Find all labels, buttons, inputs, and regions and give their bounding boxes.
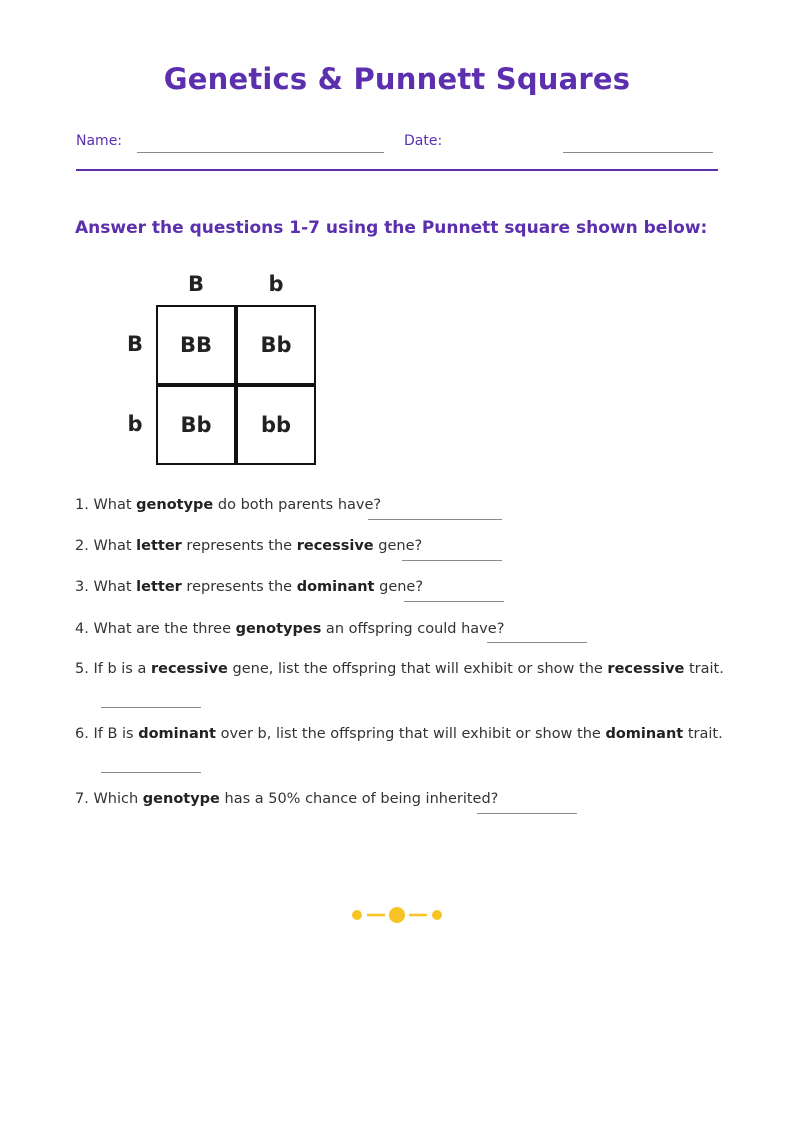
punnett-cell-bb-upper: BB — [156, 305, 236, 385]
question-number: 7. — [75, 791, 94, 807]
dot-line-ornament-icon — [350, 904, 444, 926]
question-keyword: letter — [136, 538, 182, 554]
answer-line-1[interactable] — [368, 519, 502, 520]
ornament-small-dot-left — [352, 910, 362, 920]
question-keyword: letter — [136, 579, 182, 595]
question-1 — [75, 497, 381, 513]
question-text: represents the — [181, 538, 297, 554]
question-number: 6. — [75, 726, 94, 742]
question-text: If B is — [93, 726, 139, 742]
punnett-cell-bb-mixed-2: Bb — [156, 385, 236, 465]
question-number: 5. — [75, 661, 94, 677]
question-4 — [75, 621, 504, 637]
page-title: Genetics & Punnett Squares — [163, 62, 631, 96]
question-text: If b is a — [93, 661, 151, 677]
question-text: gene? — [373, 538, 423, 554]
instructions: Answer the questions 1-7 using the Punnett square shown below: — [75, 218, 708, 238]
question-keyword: dominant — [296, 579, 375, 595]
question-text: trait. — [683, 726, 723, 742]
question-text: gene, list the offspring that will exhibit or show the — [227, 661, 608, 677]
punnett-cell-bb-mixed-1: Bb — [236, 305, 316, 385]
date-field[interactable] — [563, 152, 713, 153]
question-text: trait. — [684, 661, 724, 677]
ornament-small-dot-right — [432, 910, 442, 920]
question-text: What — [93, 538, 137, 554]
question-text: do both parents have? — [213, 497, 382, 513]
row-allele-1: B — [126, 332, 143, 356]
question-keyword: dominant — [138, 726, 216, 742]
punnett-cell-bb-lower: bb — [236, 385, 316, 465]
question-text: an offspring could have? — [321, 621, 505, 637]
question-text: over b, list the offspring that will exhibit or show the — [216, 726, 606, 742]
question-text: gene? — [374, 579, 424, 595]
name-field[interactable] — [137, 152, 384, 153]
answer-line-3[interactable] — [404, 601, 504, 602]
question-keyword: genotypes — [235, 621, 322, 637]
ornament-center-dot — [389, 907, 405, 923]
question-6 — [75, 726, 723, 742]
name-label: Name: — [76, 133, 123, 149]
question-text: What — [93, 579, 137, 595]
answer-line-7[interactable] — [477, 813, 577, 814]
answer-line-5[interactable] — [101, 707, 201, 708]
question-number: 1. — [75, 497, 94, 513]
question-keyword: dominant — [605, 726, 684, 742]
question-keyword: recessive — [607, 661, 685, 677]
header-divider — [76, 169, 718, 171]
question-text: What — [93, 497, 137, 513]
question-text: represents the — [181, 579, 297, 595]
question-number: 3. — [75, 579, 94, 595]
question-text: has a 50% chance of being inherited? — [219, 791, 499, 807]
column-allele-2: b — [268, 272, 284, 296]
answer-line-6[interactable] — [101, 772, 201, 773]
question-2 — [75, 538, 422, 554]
question-keyword: genotype — [142, 791, 220, 807]
punnett-square — [156, 305, 316, 465]
question-5 — [75, 661, 724, 677]
answer-line-2[interactable] — [402, 560, 502, 561]
question-3 — [75, 579, 423, 595]
question-text: What are the three — [93, 621, 236, 637]
answer-line-4[interactable] — [487, 642, 587, 643]
question-7 — [75, 791, 498, 807]
question-keyword: recessive — [150, 661, 228, 677]
question-keyword: recessive — [296, 538, 374, 554]
question-text: Which — [93, 791, 143, 807]
row-allele-2: b — [127, 412, 143, 436]
date-label: Date: — [404, 133, 443, 149]
question-number: 2. — [75, 538, 94, 554]
question-number: 4. — [75, 621, 94, 637]
question-keyword: genotype — [136, 497, 214, 513]
column-allele-1: B — [187, 272, 204, 296]
